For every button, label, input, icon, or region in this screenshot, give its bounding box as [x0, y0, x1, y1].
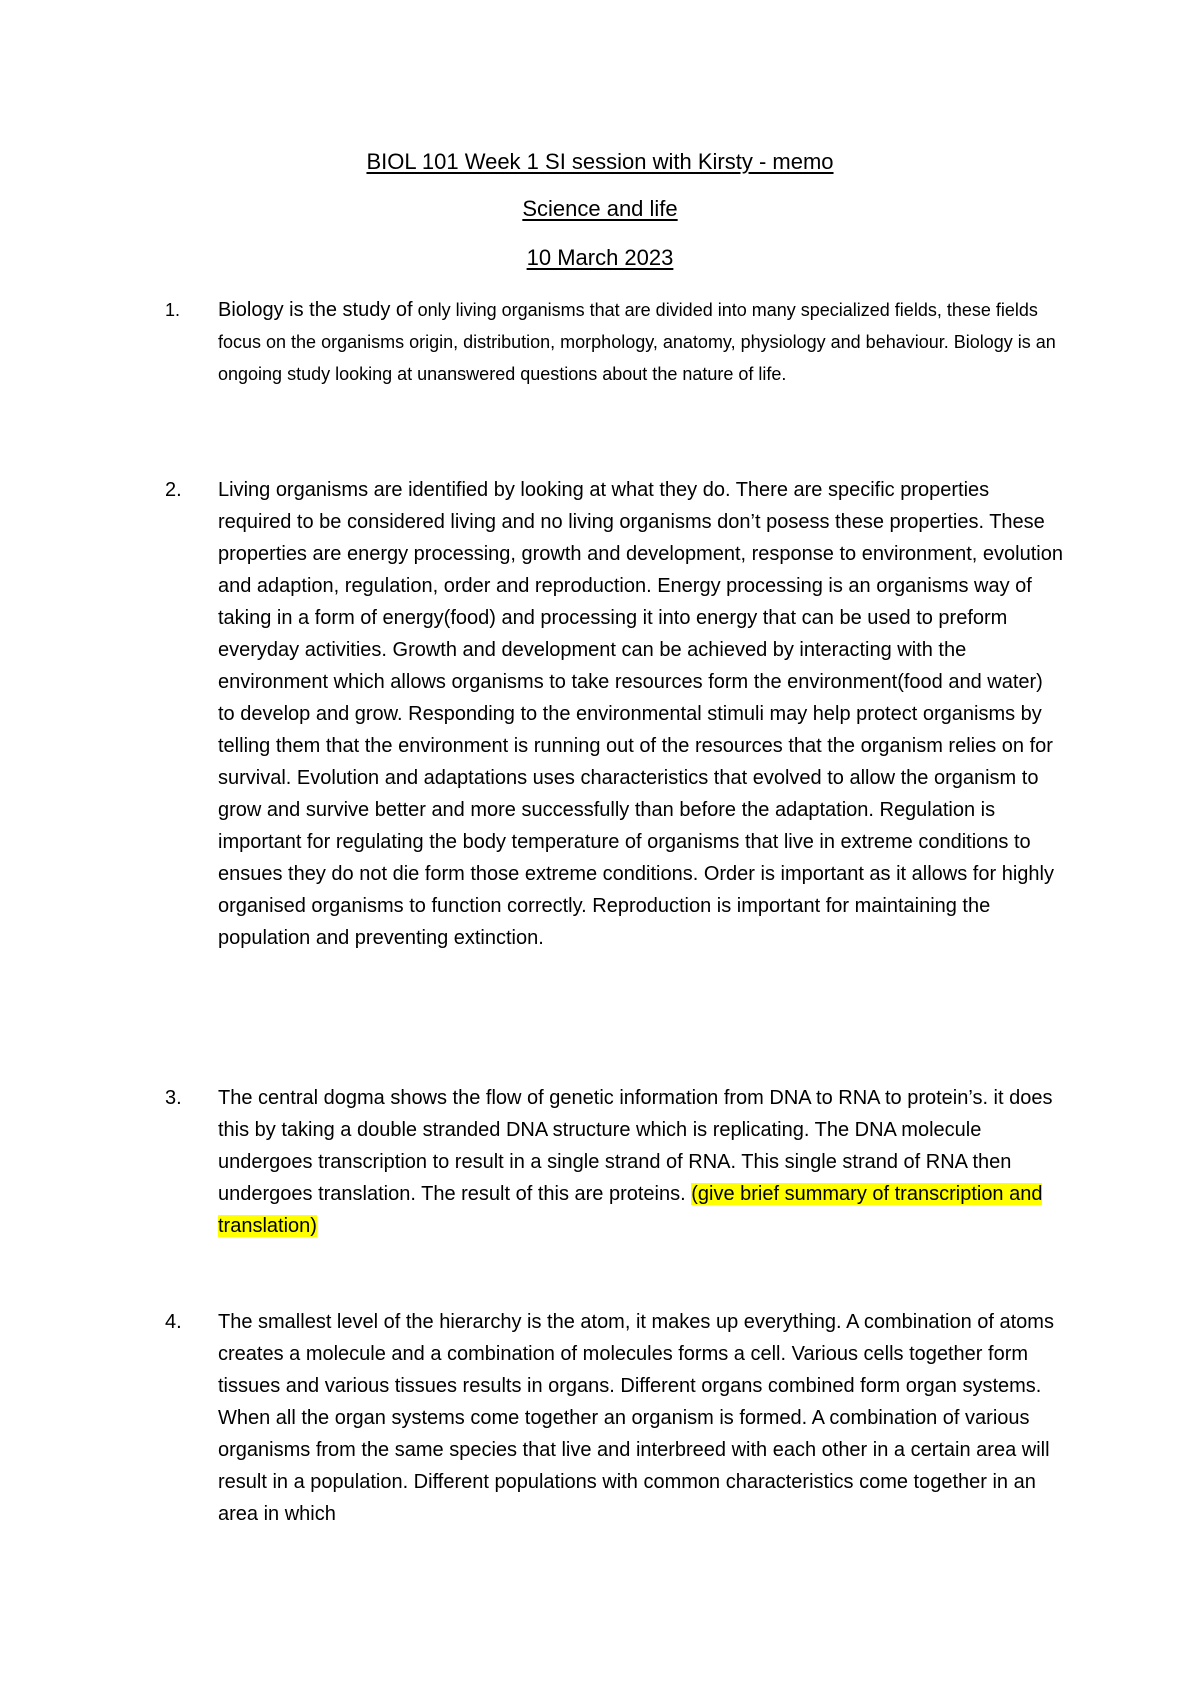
list-item-lead: Biology is the study of	[218, 299, 413, 321]
list-item-number: 3.	[165, 1087, 182, 1109]
list-item-4	[165, 1306, 1065, 1530]
list-item-text: The smallest level of the hierarchy is the atom, it makes up everything. A combination of atoms creates a molecule and a combination of molecules forms a cell. Various cells together form tissues and various tissues results in organs. Different organs combined form organ systems. When all the organ systems come together an organism is formed. A combination of various organisms from the same species that live and interbreed with each other in a certain area will result in a population. Different populations with common characteristics come together in an area in which	[218, 1311, 1054, 1525]
list-item-text	[218, 1082, 1063, 1242]
list-item-3	[165, 1082, 1065, 1242]
document-title: BIOL 101 Week 1 SI session with Kirsty - memo	[366, 149, 834, 174]
list-item-body: only living organisms that are divided into many specialized fields, these fields focus on the organisms origin, distribution, morphology, anatomy, physiology and behaviour. Biology is an ongoing study looking at unanswered questions about the nature of life.	[218, 300, 1056, 384]
list-item-number: 1.	[165, 300, 181, 320]
list-item-number: 4.	[165, 1311, 182, 1333]
document-subtitle: Science and life	[522, 196, 678, 221]
list-item-number: 2.	[165, 479, 182, 501]
list-item-body: The central dogma shows the flow of genetic information from DNA to RNA to protein’s. it does this by taking a double stranded DNA structure which is replicating. The DNA molecule undergoes transcription to result in a single strand of RNA. This single strand of RNA then undergoes translation. The result of this are proteins.	[218, 1087, 1053, 1205]
list-item-text	[218, 294, 1063, 390]
list-item-text: Living organisms are identified by looking at what they do. There are specific properties required to be considered living and no living organisms don’t posess these properties. These properties are energy processing, growth and development, response to environment, evolution and adaption, regulation, order and reproduction. Energy processing is an organisms way of taking in a form of energy(food) and processing it into energy that can be used to preform everyday activities. Growth and development can be achieved by interacting with the environment which allows organisms to take resources form the environment(food and water) to develop and grow. Responding to the environmental stimuli may help protect organisms by telling them that the environment is running out of the resources that the organism relies on for survival. Evolution and adaptations uses characteristics that evolved to allow the organism to grow and survive better and more successfully than before the adaptation. Regulation is important for regulating the body temperature of organisms that live in extreme conditions to ensues they do not die form those extreme conditions. Order is important as it allows for highly organised organisms to function correctly. Reproduction is important for maintaining the population and preventing extinction.	[218, 479, 1063, 949]
document-date: 10 March 2023	[526, 245, 674, 270]
list-item-1	[165, 294, 1065, 390]
highlighted-note: (give brief summary of transcription and translation)	[218, 1183, 1043, 1237]
list-item-2	[165, 474, 1065, 954]
